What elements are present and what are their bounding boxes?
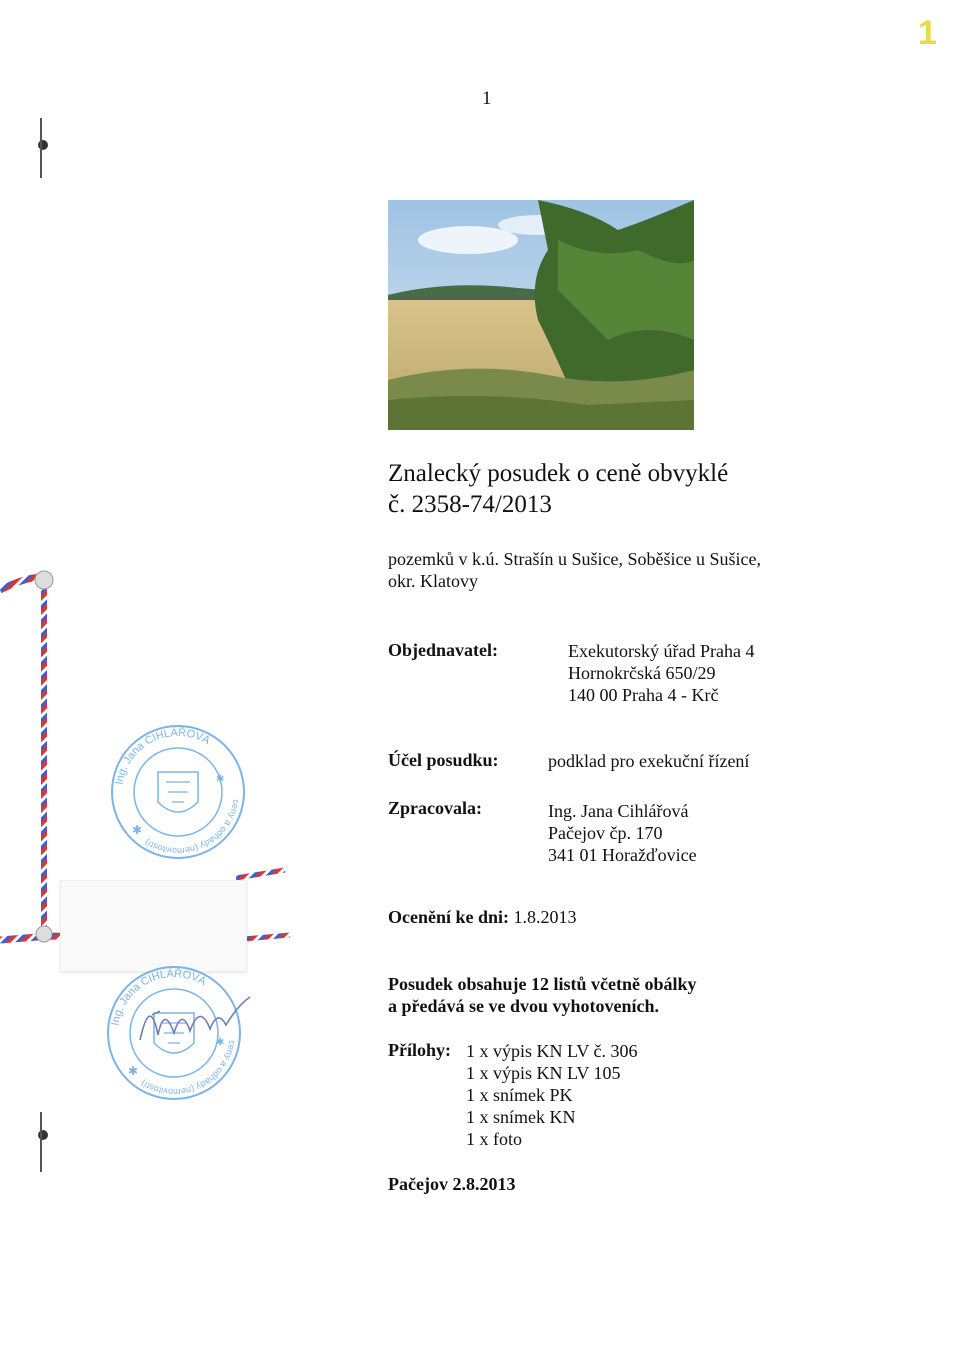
contents-statement (388, 973, 697, 1017)
attachment-item: 1 x foto (466, 1129, 522, 1149)
client-label: Objednavatel: (388, 640, 498, 660)
title-line-1: Znalecký posudek o ceně obvyklé (388, 460, 729, 487)
valuation-date: 1.8.2013 (513, 907, 577, 927)
binding-mark (40, 1112, 42, 1172)
purpose-label: Účel posudku: (388, 750, 499, 770)
stamp-ring-text: Ing. Jana CIHLÁŘOVÁ (109, 967, 208, 1027)
signature (130, 985, 270, 1055)
subject-line-2: okr. Klatovy (388, 571, 478, 591)
attachment-item: 1 x snímek KN (466, 1107, 576, 1127)
purpose-value: podklad pro exekuční řízení (548, 751, 750, 771)
client-line-3: 140 00 Praha 4 - Krč (568, 685, 719, 705)
document-title (388, 458, 728, 520)
attachments-list (466, 1040, 638, 1150)
subject-line-1: pozemků v k.ú. Strašín u Sušice, Soběšice u Sušice, (388, 549, 761, 569)
author-address (548, 800, 697, 866)
attachments-label: Přílohy: (388, 1040, 451, 1060)
title-line-2: č. 2358-74/2013 (388, 491, 552, 518)
cover-photo (388, 200, 694, 430)
contents-line-1: Posudek obsahuje 12 listů včetně obálky (388, 974, 697, 994)
attachment-item: 1 x snímek PK (466, 1085, 573, 1105)
author-label: Zpracovala: (388, 798, 482, 818)
valuation-row (388, 907, 577, 928)
client-address (568, 640, 754, 706)
svg-text:✱: ✱ (216, 1037, 225, 1048)
attachment-item: 1 x výpis KN LV 105 (466, 1063, 621, 1083)
svg-text:✱: ✱ (132, 823, 143, 837)
client-line-2: Hornokrčská 650/29 (568, 663, 716, 683)
contents-line-2: a předává se ve dvou vyhotoveních. (388, 996, 660, 1016)
attachment-item: 1 x výpis KN LV č. 306 (466, 1041, 638, 1061)
page-number: 1 (482, 88, 492, 109)
svg-text:✱: ✱ (216, 774, 225, 785)
corner-mark: 1 (918, 14, 937, 52)
subject (388, 548, 808, 592)
stamp-ring-text: ceny a odhady (nemovitostí) (139, 1039, 238, 1098)
seal-paper (60, 880, 247, 972)
svg-text:✱: ✱ (128, 1064, 139, 1078)
stamp-ring-text: ceny a odhady (nemovitostí) (143, 798, 242, 857)
official-stamp (108, 722, 248, 862)
valuation-label: Ocenění ke dni: (388, 907, 510, 927)
author-line-3: 341 01 Horažďovice (548, 845, 697, 865)
author-line-1: Ing. Jana Cihlářová (548, 801, 689, 821)
client-line-1: Exekutorský úřad Praha 4 (568, 641, 755, 661)
author-line-2: Pačejov čp. 170 (548, 823, 663, 843)
place-date: Pačejov 2.8.2013 (388, 1174, 516, 1194)
stamp-ring-text: Ing. Jana CIHLÁŘOVÁ (113, 726, 212, 786)
